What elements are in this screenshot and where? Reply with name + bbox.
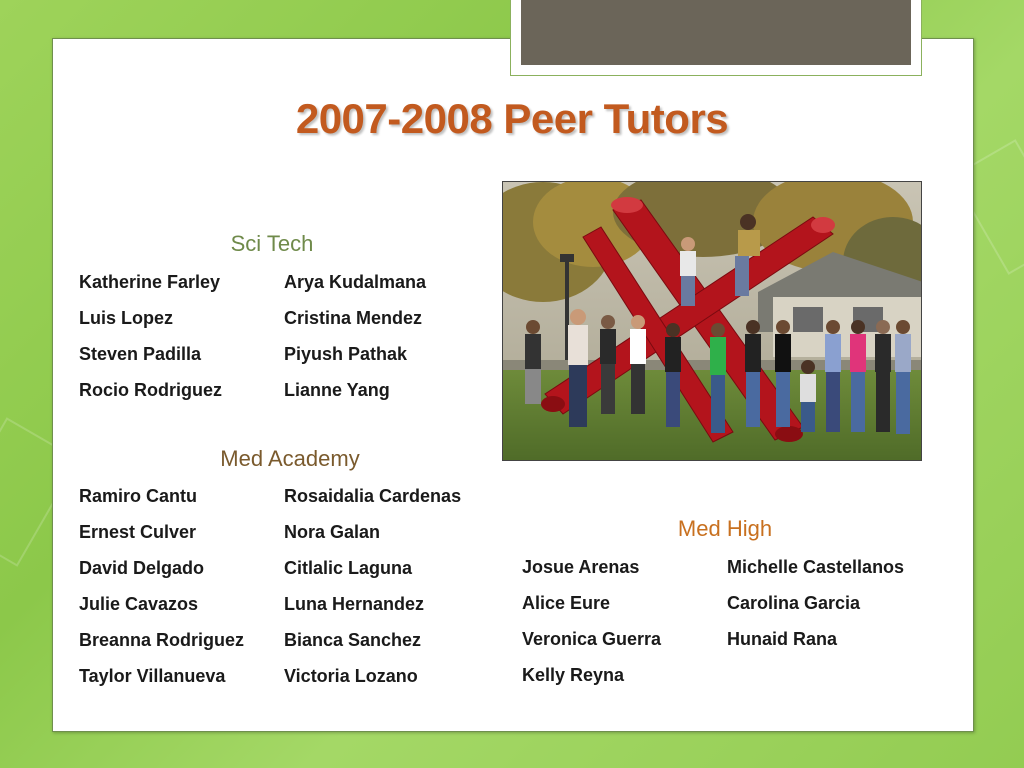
name-item: Luna Hernandez	[284, 594, 425, 614]
name-item: Nora Galan	[284, 522, 381, 542]
med-academy-names-col1	[79, 486, 244, 702]
sci-tech-names-col1	[79, 272, 222, 416]
name-item: Cristina Mendez	[284, 308, 423, 328]
name-item: Citlalic Laguna	[284, 558, 413, 578]
name-item: Arya Kudalmana	[284, 272, 427, 292]
name-item: Ernest Culver	[79, 522, 197, 542]
header-accent-block	[510, 0, 922, 76]
name-item: Luis Lopez	[79, 308, 173, 328]
name-item: Breanna Rodriguez	[79, 630, 245, 650]
slide-title: 2007-2008 Peer Tutors	[295, 95, 729, 142]
group-photo-illustration	[503, 182, 922, 461]
name-item: Kelly Reyna	[522, 665, 625, 685]
name-item: Steven Padilla	[79, 344, 202, 364]
name-item: Hunaid Rana	[727, 629, 838, 649]
name-item: Lianne Yang	[284, 380, 390, 400]
med-high-names-col1	[522, 557, 661, 701]
name-item: Ramiro Cantu	[79, 486, 198, 506]
name-item: Katherine Farley	[79, 272, 221, 292]
med-academy-names-col2	[284, 486, 461, 702]
name-item: Rosaidalia Cardenas	[284, 486, 462, 506]
name-item: Taylor Villanueva	[79, 666, 226, 686]
group-photo	[502, 181, 922, 461]
name-item: David Delgado	[79, 558, 205, 578]
name-item: Veronica Guerra	[522, 629, 662, 649]
med-high-names-col2	[727, 557, 904, 665]
name-item: Carolina Garcia	[727, 593, 861, 613]
sci-tech-names-col2	[284, 272, 426, 416]
name-item: Michelle Castellanos	[727, 557, 905, 577]
sci-tech-heading: Sci Tech	[230, 231, 314, 256]
med-academy-heading: Med Academy	[220, 446, 360, 471]
med-high-heading: Med High	[677, 516, 773, 541]
name-item: Bianca Sanchez	[284, 630, 422, 650]
header-accent-fill	[521, 0, 911, 65]
name-item: Rocio Rodriguez	[79, 380, 222, 400]
name-item: Piyush Pathak	[284, 344, 408, 364]
name-item: Alice Eure	[522, 593, 611, 613]
name-item: Josue Arenas	[522, 557, 640, 577]
name-item: Victoria Lozano	[284, 666, 418, 686]
name-item: Julie Cavazos	[79, 594, 199, 614]
